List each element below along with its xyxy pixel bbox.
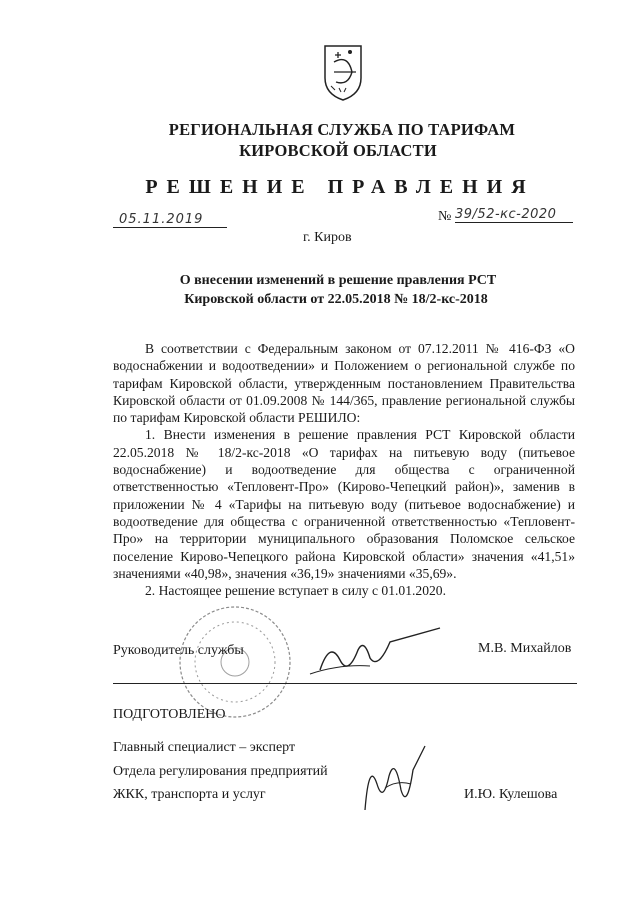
document-type-title: РЕШЕНИЕ ПРАВЛЕНИЯ xyxy=(145,176,535,198)
official-stamp xyxy=(176,603,294,721)
preparer-position-line3: ЖКК, транспорта и услуг xyxy=(113,787,266,802)
subject-line1: О внесении изменений в решение правления РСТ xyxy=(179,273,497,288)
coat-of-arms-emblem xyxy=(322,42,364,102)
item-2-paragraph: 2. Настоящее решение вступает в силу с 01.01.2020. xyxy=(145,583,446,599)
signatory-name: М.В. Михайлов xyxy=(478,641,572,656)
document-number: 39/52-кс-2020 xyxy=(455,207,573,223)
document-city: г. Киров xyxy=(303,230,352,245)
document-date: 05.11.2019 xyxy=(113,212,227,228)
preparer-position-line1: Главный специалист – эксперт xyxy=(113,740,296,755)
preparer-signature xyxy=(355,740,435,820)
prepared-by-label: ПОДГОТОВЛЕНО xyxy=(113,707,226,722)
document-number-prefix: № xyxy=(438,209,452,224)
organization-name-line1: РЕГИОНАЛЬНАЯ СЛУЖБА ПО ТАРИФАМ xyxy=(168,120,516,139)
preparer-name: И.Ю. Кулешова xyxy=(464,787,558,802)
handwritten-signature xyxy=(300,620,450,680)
divider-line xyxy=(113,683,577,684)
preamble-paragraph: В соответствии с Федеральным законом от 07.12.2011 № 416-ФЗ «О водоснабжении и водоотведении» и Положением о региональной службе по тарифам Кировской области, утвержденным постановлением Правительства Кировской области от 01.09.2008 № 144/365, правление региональной службы по тарифам Кировской области РЕШИЛО: xyxy=(113,341,575,426)
preparer-position-line2: Отдела регулирования предприятий xyxy=(113,764,328,779)
organization-name-line2: КИРОВСКОЙ ОБЛАСТИ xyxy=(239,141,437,160)
signature-title: Руководитель службы xyxy=(113,643,244,658)
item-1-paragraph: 1. Внести изменения в решение правления РСТ Кировской области 22.05.2018 № 18/2-кс-2018 «О тарифах на питьевую воду (питьевое водоснабжение) и водоотведение для общества с ограниченной ответственностью «Тепловент-Про» (Кирово-Чепецкий район)», заменив в приложении № 4 «Тарифы на питьевую воду (питьевое водоснабжение) и водоотведение для общества с ограниченной ответственностью «Тепловент-Про» на территории муниципального образования Поломское сельское поселение Кирово-Чепецкого района Кировской области» значения «41,51» значениями «40,98», значения «36,19» значениями «35,69». xyxy=(113,427,575,581)
subject-line2: Кировской области от 22.05.2018 № 18/2-кс-2018 xyxy=(184,292,488,307)
document-body xyxy=(113,340,575,599)
